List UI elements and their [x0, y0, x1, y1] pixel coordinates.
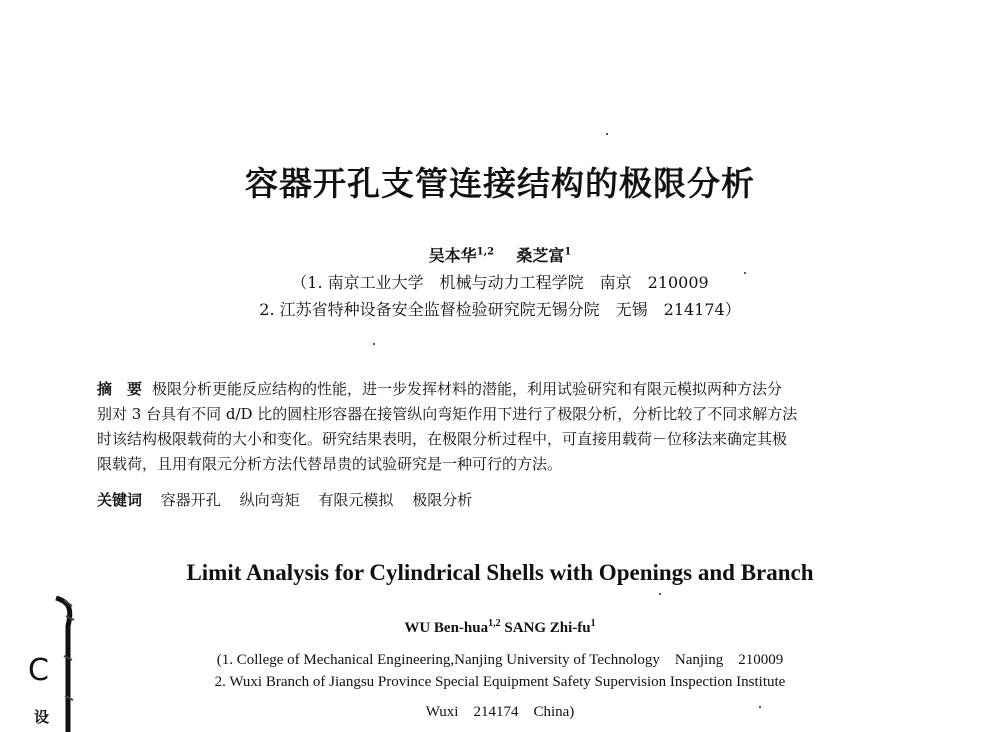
- keywords: [97, 489, 486, 510]
- chinese-affiliation-2: 2. 江苏省特种设备安全监督检验研究院无锡分院 无锡 214174）: [259, 300, 741, 319]
- author-name: 吴本华: [428, 246, 477, 265]
- affiliation-marker: 1,2: [488, 618, 501, 629]
- english-authors: [0, 618, 1000, 637]
- keyword: 极限分析: [412, 491, 473, 509]
- chinese-affiliation-1: （1. 南京工业大学 机械与动力工程学院 南京 210009: [291, 273, 709, 292]
- scan-speck: [659, 593, 661, 595]
- english-affiliation-2: 2. Wuxi Branch of Jiangsu Province Special Equipment Safety Supervision Inspection Institute: [214, 674, 786, 690]
- affiliation-marker: 1: [590, 618, 596, 629]
- affiliation-marker: 1: [564, 246, 572, 258]
- author-name: SANG Zhi-fu: [504, 620, 591, 636]
- abstract-text: 极限分析更能反应结构的性能，进一步发挥材料的潜能，利用试验研究和有限元模拟两种方法分: [152, 380, 783, 398]
- chinese-title: 容器开孔支管连接结构的极限分析: [245, 164, 755, 203]
- english-title: Limit Analysis for Cylindrical Shells with Openings and Branch: [186, 560, 814, 585]
- abstract-line: 限载荷，且用有限元分析方法代替昂贵的试验研究是一种可行的方法。: [97, 455, 563, 473]
- author-name: WU Ben-hua: [404, 620, 489, 636]
- scan-speck: [606, 133, 608, 135]
- abstract-line: [97, 377, 915, 402]
- english-affiliation-3: Wuxi 214174 China): [425, 704, 575, 720]
- binder-letter: C: [28, 653, 49, 688]
- scan-speck: [744, 272, 746, 274]
- keywords-label: 关键词: [97, 491, 143, 509]
- english-affiliation-1: (1. College of Mechanical Engineering,Nanjing University of Technology Nanjing 210009: [216, 652, 784, 668]
- chinese-authors: [0, 243, 1000, 266]
- keyword: 纵向弯矩: [239, 491, 300, 509]
- author-name: 桑芝富: [516, 246, 565, 265]
- abstract-line: 别对 3 台具有不同 d/D 比的圆柱形容器在接管纵向弯矩作用下进行了极限分析，分析比较了不同求解方法: [97, 405, 798, 423]
- abstract-label: 摘 要: [97, 380, 143, 398]
- scan-speck: [759, 706, 761, 708]
- abstract-line: 时该结构极限载荷的大小和变化。研究结果表明，在极限分析过程中，可直接用载荷－位移法来确定其极: [97, 430, 788, 448]
- scan-speck: [373, 343, 375, 345]
- keyword: 容器开孔: [160, 491, 221, 509]
- abstract: [97, 377, 915, 477]
- affiliation-marker: 1,2: [476, 246, 495, 258]
- binder-char: 设: [34, 708, 50, 726]
- keyword: 有限元模拟: [318, 491, 394, 509]
